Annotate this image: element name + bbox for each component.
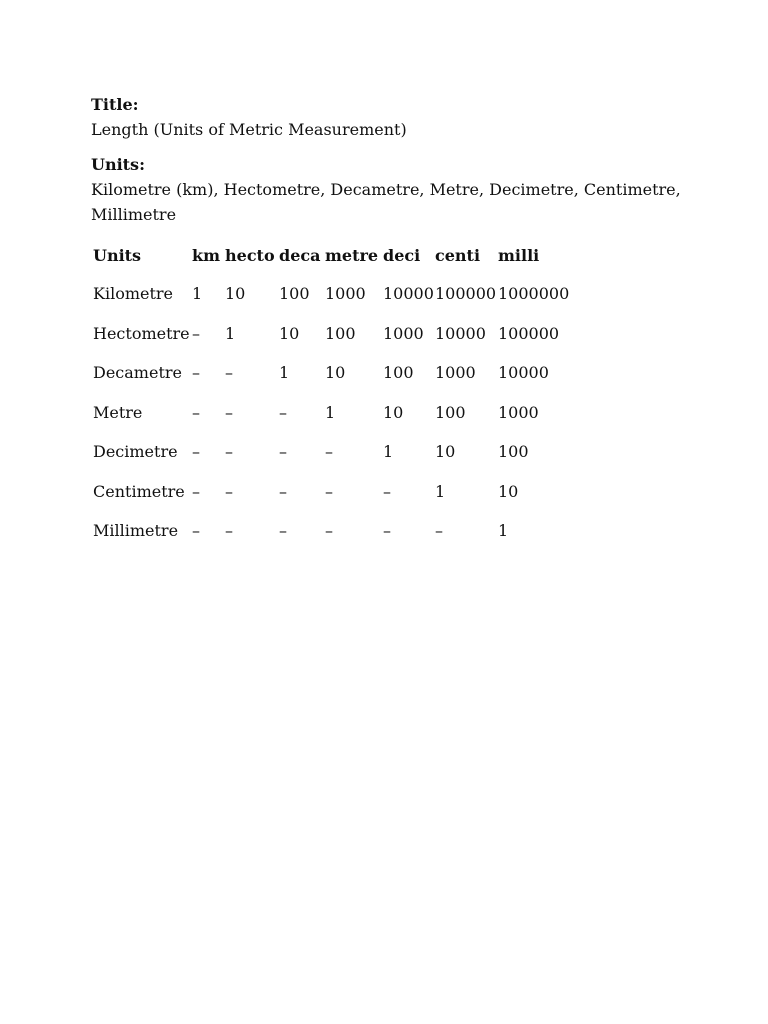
table-cell: 10 [325, 363, 346, 383]
table-cell: – [192, 442, 200, 462]
title-text: Length (Units of Metric Measurement) [91, 120, 407, 139]
row-unit-name: Metre [93, 402, 143, 422]
table-cell: 100000 [435, 284, 497, 304]
table-cell: 10 [435, 442, 456, 462]
row-unit-name: Centimetre [93, 481, 185, 501]
table-cell: – [279, 481, 287, 501]
column-header-3: deca [279, 245, 321, 265]
table-cell: – [325, 521, 333, 541]
table-cell: 10000 [435, 323, 486, 343]
table-cell: – [279, 402, 287, 422]
units-text: Kilometre (km), Hectometre, Decametre, Metre, Decimetre, Centimetre, Millimetre [91, 180, 681, 224]
table-cell: 100 [383, 363, 414, 383]
table-cell: 10000 [498, 363, 549, 383]
table-cell: 10000 [383, 284, 434, 304]
units-block [91, 153, 731, 227]
column-header-1: km [192, 245, 221, 265]
table-cell: 1 [383, 442, 394, 462]
table-cell: 100 [498, 442, 529, 462]
column-header-6: centi [435, 245, 481, 265]
table-cell: – [225, 402, 233, 422]
table-row [91, 353, 578, 393]
column-header-7: milli [498, 245, 540, 265]
document-page [91, 93, 731, 551]
table-cell: 1000 [383, 323, 424, 343]
table-cell: 1 [435, 481, 446, 501]
table-cell: 1000 [435, 363, 476, 383]
table-row [91, 274, 578, 314]
table-row [91, 511, 578, 551]
table-row [91, 432, 578, 472]
table-cell: – [279, 521, 287, 541]
table-cell: 100 [325, 323, 356, 343]
table-cell: – [325, 481, 333, 501]
title-label: Title: [91, 95, 139, 114]
table-cell: – [435, 521, 443, 541]
table-header-row [91, 240, 578, 274]
table-cell: – [225, 521, 233, 541]
table-cell: 100000 [498, 323, 560, 343]
table-cell: 1 [279, 363, 290, 383]
row-unit-name: Decimetre [93, 442, 178, 462]
table-cell: 1000000 [498, 284, 570, 304]
table-cell: 1 [192, 284, 203, 304]
column-header-2: hecto [225, 245, 275, 265]
table-cell: 1 [225, 323, 236, 343]
table-cell: 1000 [498, 402, 539, 422]
table-cell: 10 [225, 284, 246, 304]
table-cell: – [225, 363, 233, 383]
conversion-table [91, 240, 578, 551]
table-cell: – [192, 323, 200, 343]
title-block [91, 93, 731, 142]
column-header-0: Units [93, 245, 142, 265]
table-cell: – [192, 363, 200, 383]
table-cell: – [192, 521, 200, 541]
table-cell: – [383, 521, 391, 541]
table-cell: – [192, 481, 200, 501]
table-cell: – [225, 481, 233, 501]
table-row [91, 314, 578, 354]
table-cell: – [279, 442, 287, 462]
table-cell: 1 [498, 521, 509, 541]
table-body [91, 274, 578, 551]
column-header-5: deci [383, 245, 421, 265]
row-unit-name: Decametre [93, 363, 182, 383]
table-row [91, 472, 578, 512]
table-cell: – [383, 481, 391, 501]
row-unit-name: Hectometre [93, 323, 190, 343]
table-row [91, 393, 578, 433]
units-label: Units: [91, 155, 145, 174]
table-header [91, 240, 578, 274]
table-cell: 100 [435, 402, 466, 422]
row-unit-name: Millimetre [93, 521, 179, 541]
table-cell: 10 [279, 323, 300, 343]
table-cell: 100 [279, 284, 310, 304]
row-unit-name: Kilometre [93, 284, 174, 304]
table-cell: – [225, 442, 233, 462]
table-cell: 10 [498, 481, 519, 501]
table-cell: 10 [383, 402, 404, 422]
table-cell: – [192, 402, 200, 422]
table-cell: – [325, 442, 333, 462]
column-header-4: metre [325, 245, 379, 265]
table-cell: 1000 [325, 284, 366, 304]
table-cell: 1 [325, 402, 336, 422]
